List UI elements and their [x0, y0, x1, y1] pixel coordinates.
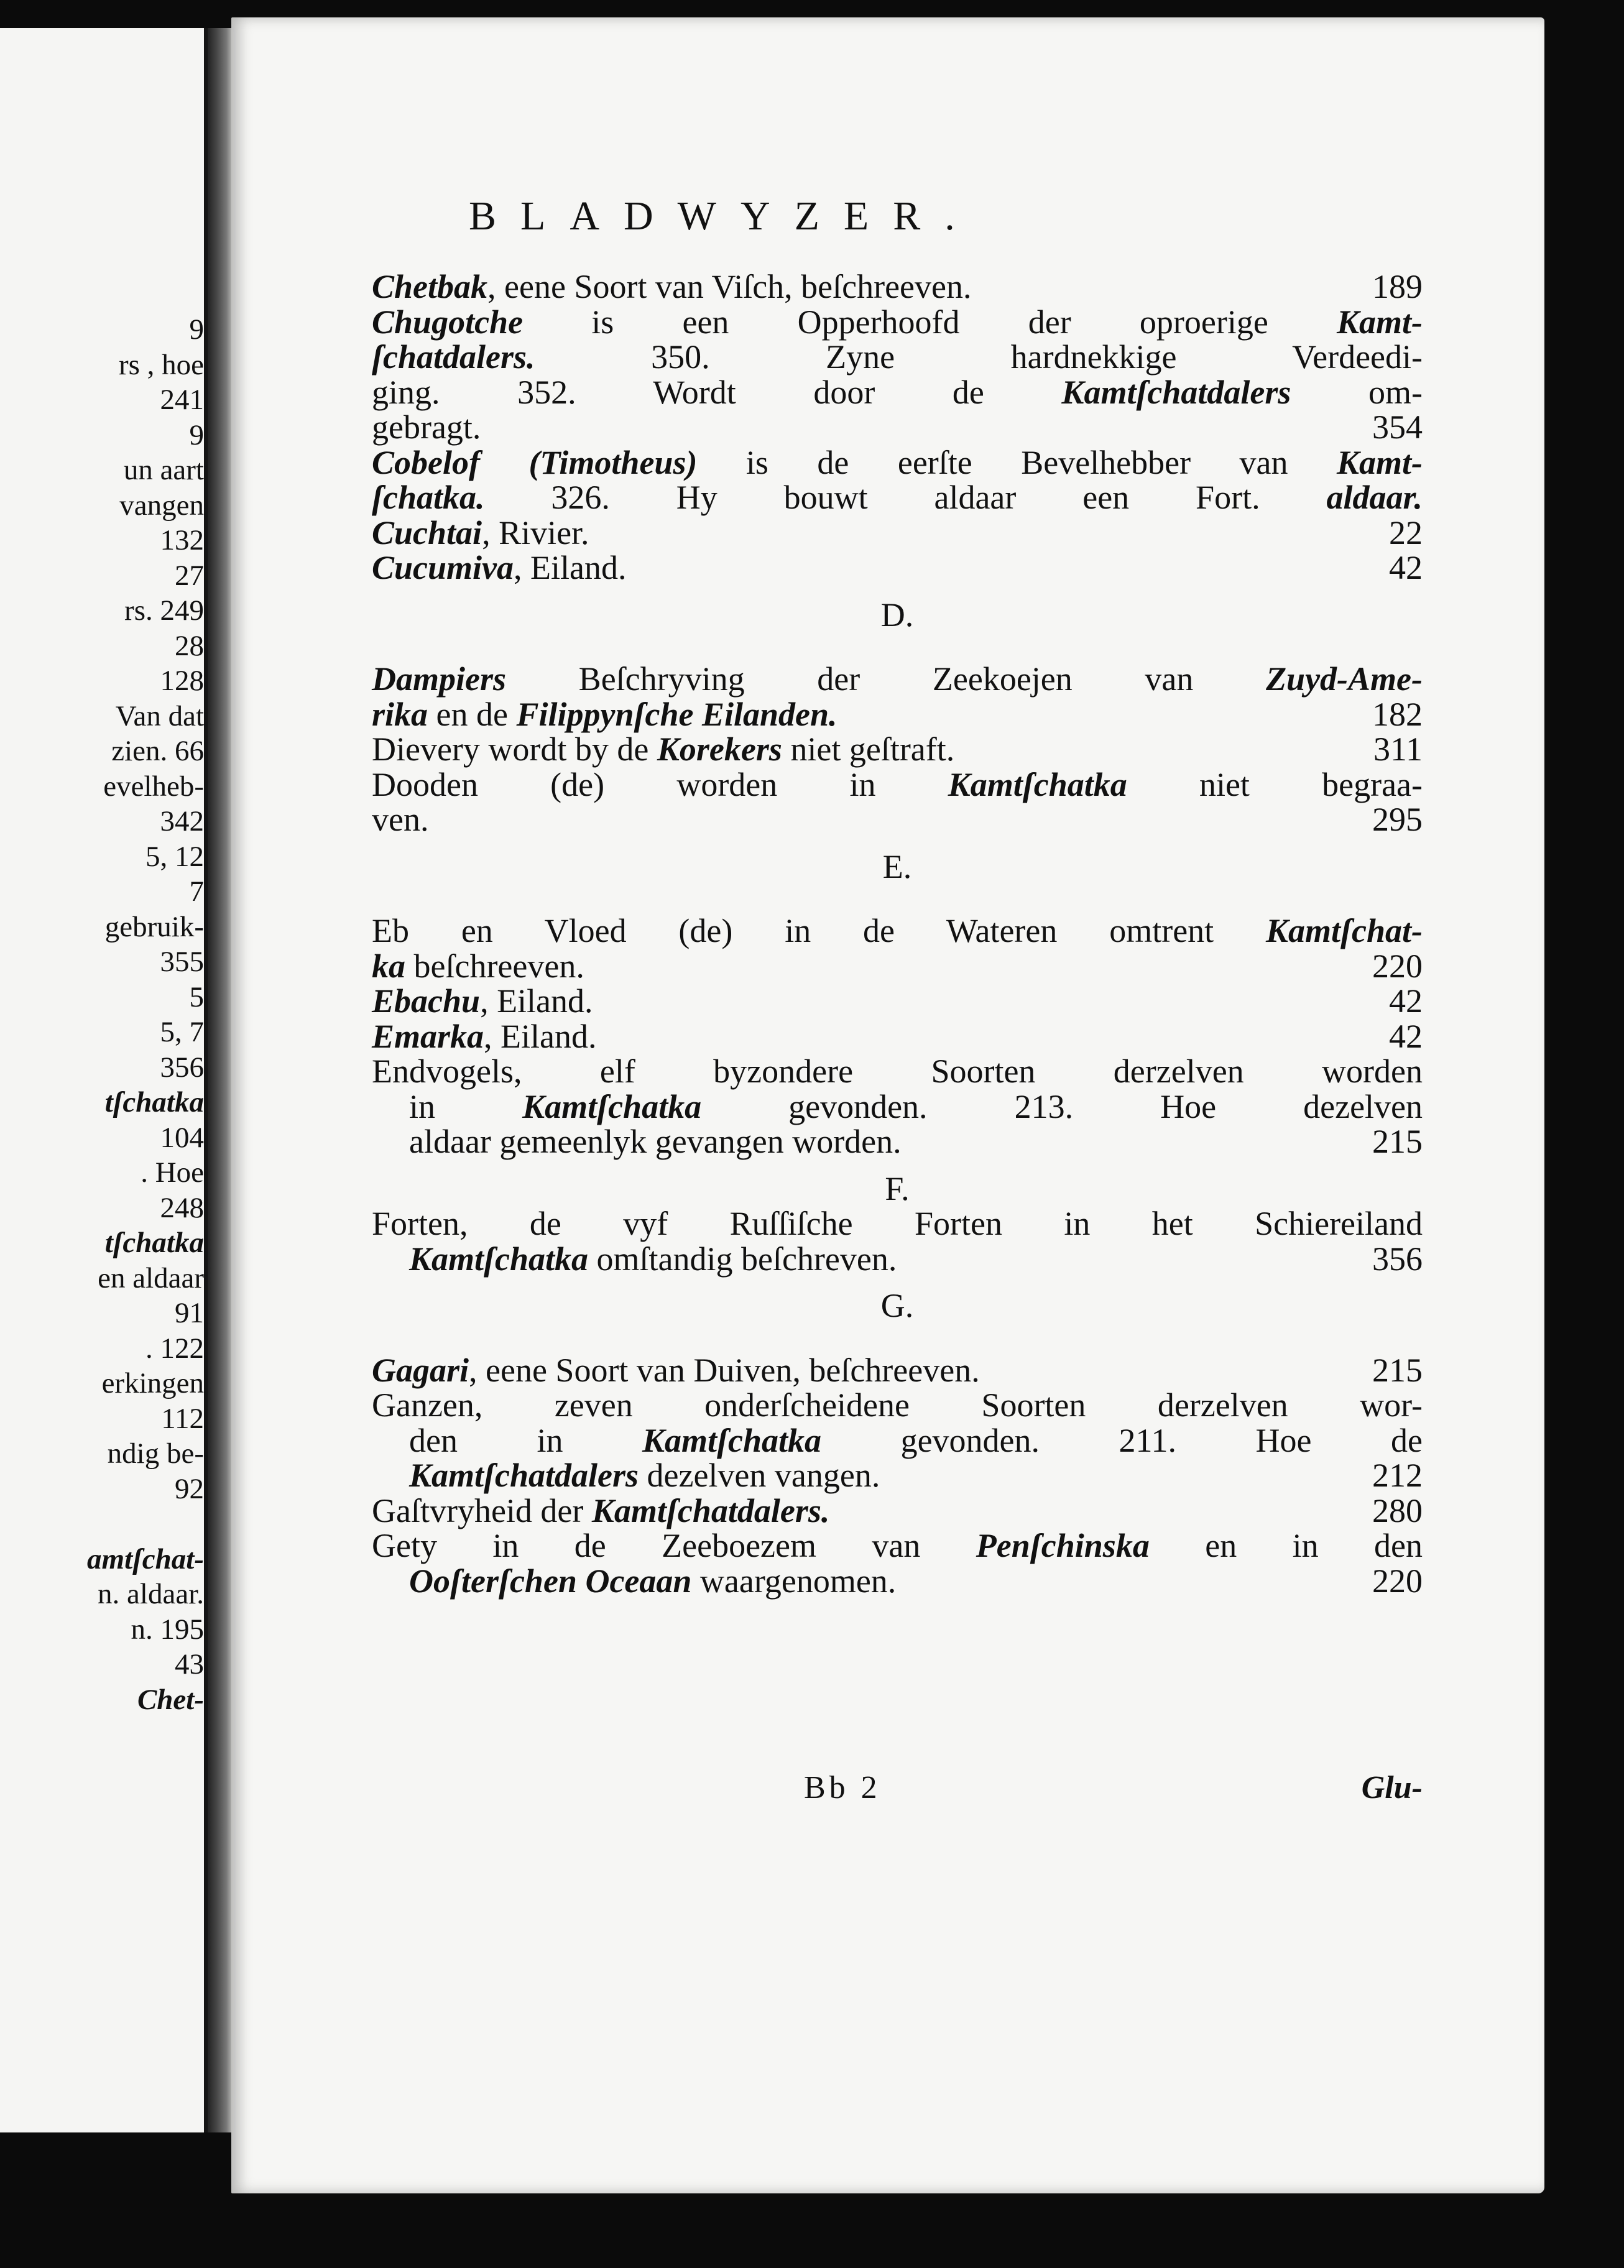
page-number: 215 — [1372, 1351, 1423, 1389]
left-margin-line: 5, 7 — [160, 1016, 204, 1048]
section-letter-e: E. — [882, 847, 912, 885]
left-margin-line: en aldaar — [98, 1261, 204, 1294]
left-margin-line: . Hoe — [141, 1156, 204, 1189]
page-number: 42 — [1389, 1017, 1423, 1055]
index-entry-dooden: Dooden (de) worden in Kamtſchatka niet begraa- ven. 295 — [372, 765, 1423, 838]
index-entry-dievery: Dievery wordt by de Korekers niet geſtraft. 311 — [372, 731, 1423, 768]
entry-term: Chugotche — [372, 303, 524, 341]
book-gutter — [208, 28, 233, 2132]
page-number: 280 — [1372, 1491, 1423, 1529]
left-margin-line: rs , hoe — [118, 348, 204, 381]
left-margin-line: 7 — [189, 875, 204, 908]
page-number: 182 — [1372, 695, 1423, 733]
catchword: Glu- — [1361, 1770, 1423, 1805]
page-number: 220 — [1372, 1562, 1423, 1600]
left-margin-line: n. 195 — [131, 1613, 204, 1646]
left-margin-line: vangen — [119, 489, 204, 522]
page-footer — [372, 1769, 1423, 1805]
page-number: 22 — [1389, 514, 1423, 551]
page-number: 42 — [1389, 549, 1423, 586]
right-page — [231, 17, 1544, 2193]
entry-term: Gagari — [372, 1351, 469, 1389]
page-number: 311 — [1373, 731, 1423, 768]
left-margin-line: tſchatka — [104, 1227, 204, 1259]
entry-term: Chetbak — [372, 268, 488, 305]
index-entry-emarka: Emarka, Eiland. 42 — [372, 1017, 1423, 1055]
index-entry-gety: Gety in de Zeeboezem van Penſchinska en in den Ooſterſchen Oceaan waargenomen. 220 — [372, 1527, 1423, 1600]
left-margin-line: zien. 66 — [111, 735, 204, 767]
left-margin-line: ndig be- — [107, 1437, 204, 1470]
index-entry-cuchtai: Cuchtai, Rivier. 22 — [372, 514, 1423, 551]
left-margin-line: 9 — [189, 313, 204, 346]
page-number: 212 — [1372, 1457, 1423, 1494]
left-margin-line: 356 — [160, 1051, 204, 1084]
left-margin-line: 342 — [160, 805, 204, 837]
signature-mark: Bb 2 — [804, 1770, 881, 1805]
page-number: 220 — [1372, 947, 1423, 985]
index-entry-chetbak — [372, 269, 1423, 305]
left-margin-line: evelheb- — [103, 770, 204, 803]
left-margin-line: rs. 249 — [124, 594, 204, 627]
entry-term: Emarka — [372, 1017, 484, 1055]
left-margin-line: 241 — [160, 384, 204, 416]
left-margin-line: 9 — [189, 418, 204, 451]
left-margin-line: 5, 12 — [145, 840, 204, 873]
index-entry-chugotche: Chugotche is een Opperhoofd der oproerige Kamt- ſchatdalers. 350. Zyne hardnekkige Verdeedi- ging. 352. Wordt door de Kamtſchatdalers om- gebragt. 354 — [372, 303, 1423, 446]
left-margin-line: 248 — [160, 1191, 204, 1224]
index-entry-forten: Forten, de vyf Ruſſiſche Forten in het Schiereiland Kamtſchatka omſtandig beſchreven. 356 — [372, 1205, 1423, 1278]
left-margin-line: amtſchat- — [87, 1542, 204, 1575]
index-entry-cucumiva: Cucumiva, Eiland. 42 — [372, 549, 1423, 586]
section-letter-f: F. — [885, 1169, 910, 1207]
left-margin-line: 128 — [160, 665, 204, 697]
page-number: 215 — [1372, 1123, 1423, 1160]
page-number: 354 — [1372, 408, 1423, 446]
index-entry-eb-en-vloed: Eb en Vloed (de) in de Wateren omtrent Kamtſchat- ka beſchreeven. 220 — [372, 912, 1423, 985]
index-entry-endvogels: Endvogels, elf byzondere Soorten derzelven worden in Kamtſchatka gevonden. 213. Hoe dezelven aldaar gemeenlyk gevangen worden. 215 — [372, 1053, 1423, 1160]
page-number: 189 — [1372, 268, 1423, 305]
page-number: 295 — [1372, 801, 1423, 838]
entry-term: Ebachu — [372, 982, 481, 1020]
left-margin-line: un aart — [123, 454, 204, 486]
page-header: BLADWYZER. — [469, 193, 979, 239]
page-number: 356 — [1372, 1240, 1423, 1278]
entry-term: Cucumiva — [372, 549, 514, 586]
index-entry-dampiers: Dampiers Beſchryving der Zeekoejen van Zuyd-Ame- rika en de Filippynſche Eilanden. 182 — [372, 660, 1423, 733]
index-entries — [372, 269, 1423, 1598]
left-margin-line: 43 — [175, 1648, 204, 1680]
index-entry-gastvryheid: Gaſtvryheid der Kamtſchatdalers. 280 — [372, 1491, 1423, 1529]
left-margin-line: erkingen — [101, 1367, 204, 1399]
entry-text: , eene Soort van Viſch, beſchreeven. — [487, 268, 972, 305]
left-page-fragment — [0, 28, 208, 2132]
left-margin-line: 27 — [175, 559, 204, 592]
left-margin-line: gebruik- — [104, 910, 204, 943]
left-margin-line: n. aldaar. — [98, 1578, 204, 1610]
entry-term: Cobelof (Timotheus) — [372, 443, 698, 481]
entry-term: Cuchtai — [372, 514, 482, 551]
left-margin-line: . 122 — [145, 1332, 204, 1365]
page-number: 42 — [1389, 982, 1423, 1020]
left-margin-line: tſchatka — [104, 1086, 204, 1118]
index-entry-gagari: Gagari, eene Soort van Duiven, beſchreeven. 215 — [372, 1351, 1423, 1389]
index-entry-ebachu: Ebachu, Eiland. 42 — [372, 982, 1423, 1020]
left-margin-line: 28 — [175, 629, 204, 662]
section-letter-d: D. — [880, 596, 914, 634]
left-margin-line: 92 — [175, 1472, 204, 1505]
section-letter-g: G. — [880, 1287, 914, 1324]
index-entry-ganzen: Ganzen, zeven onderſcheidene Soorten derzelven wor- den in Kamtſchatka gevonden. 211. Hoe de Kamtſchatdalers dezelven vangen. 212 — [372, 1386, 1423, 1494]
index-entry-cobelof: Cobelof (Timotheus) is de eerſte Bevelhebber van Kamt- ſchatka. 326. Hy bouwt aldaar een Fort. aldaar. — [372, 443, 1423, 516]
left-margin-line: 5 — [189, 980, 204, 1013]
left-margin-line: 355 — [160, 946, 204, 978]
left-margin-line: 104 — [160, 1121, 204, 1154]
left-margin-line: 91 — [175, 1297, 204, 1329]
left-margin-line: 132 — [160, 524, 204, 556]
left-margin-line: 112 — [161, 1402, 204, 1435]
left-margin-line: Van dat — [115, 699, 204, 732]
entry-term: Dampiers — [372, 660, 506, 698]
left-margin-line: Chet- — [137, 1683, 204, 1716]
